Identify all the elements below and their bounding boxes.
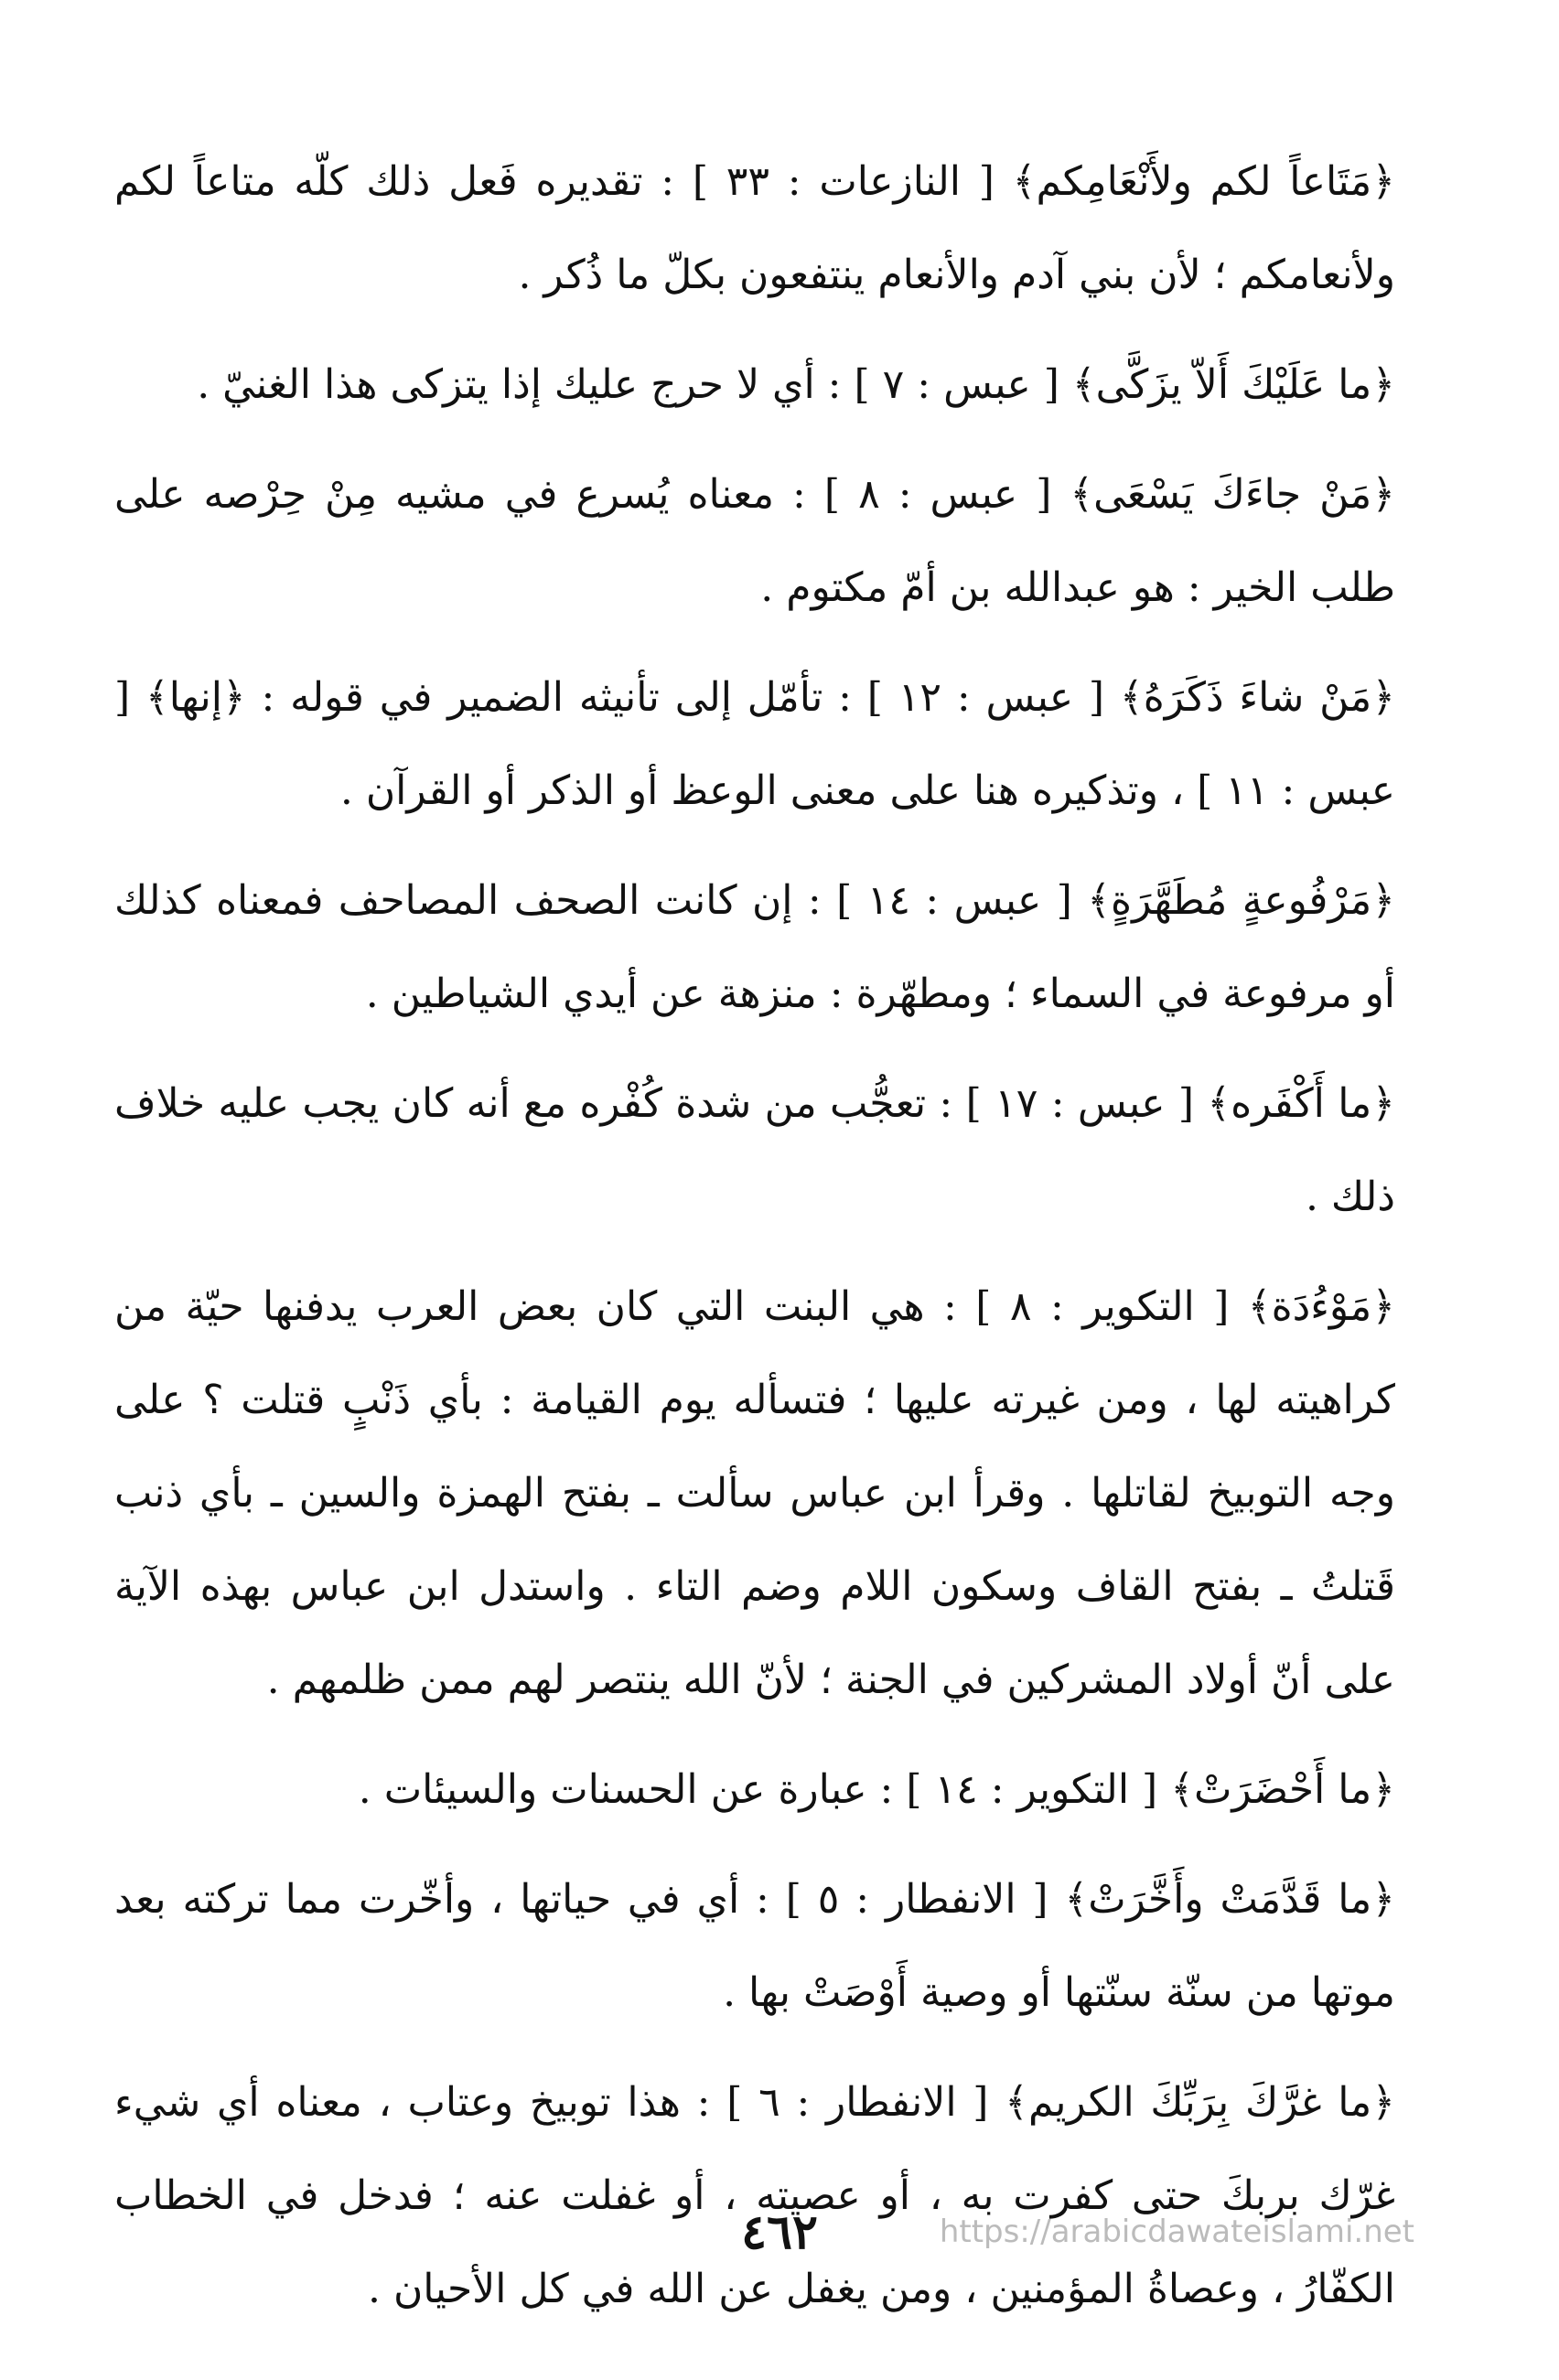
watermark-url: https://arabicdawateislami.net <box>939 2214 1414 2250</box>
paragraph: ﴿ما غرَّكَ بِرَبِّكَ الكريم﴾ [ الانفطار : ٦ ] : هذا توبيخ وعتاب ، معناه أي شيء غرّك بربكَ حتى كفرت به ، أو عصيته ، أو غفلت عنه ؛ فدخل في الخطاب الكفّارُ ، وعصاةُ المؤمنين ، ومن يغفل عن الله في كل الأحيان . <box>114 2079 1395 2312</box>
paragraph: ﴿ما قَدَّمَتْ وأَخَّرَتْ﴾ [ الانفطار : ٥ ] : أي في حياتها ، وأخّرت مما تركته بعد موتها من سنّة سنّتها أو وصية أَوْصَتْ بها . <box>114 1876 1395 2016</box>
paragraph: ﴿ما أَحْضَرَتْ﴾ [ التكوير : ١٤ ] : عبارة عن الحسنات والسيئات . <box>358 1766 1395 1813</box>
paragraph: ﴿ما عَلَيْكَ أَلاّ يزَكَّى﴾ [ عبس : ٧ ] : أي لا حرج عليك إذا يتزكى هذا الغنيّ . <box>197 361 1395 408</box>
paragraph: ﴿مَنْ شاءَ ذَكَرَهُ﴾ [ عبس : ١٢ ] : تأمّل إلى تأنيثه الضمير في قوله : ﴿إنها﴾ [ عبس : ١١ ] ، وتذكيره هنا على معنى الوعظ أو الذكر أو القرآن . <box>114 674 1395 814</box>
paragraph: ﴿ما أَكْفَره﴾ [ عبس : ١٧ ] : تعجُّب من شدة كُفْره مع أنه كان يجب عليه خلاف ذلك . <box>114 1080 1395 1220</box>
paragraph: ﴿مَرْفُوعةٍ مُطَهَّرَةٍ﴾ [ عبس : ١٤ ] : إن كانت الصحف المصاحف فمعناه كذلك أو مرفوعة في السماء ؛ ومطهّرة : منزهة عن أيدي الشياطين . <box>114 877 1395 1017</box>
page-number: ٤٦٢ <box>741 2204 818 2260</box>
paragraph: ﴿مَنْ جاءَكَ يَسْعَى﴾ [ عبس : ٨ ] : معناه يُسرع في مشيه مِنْ حِرْصه على طلب الخير : هو عبدالله بن أمّ مكتوم . <box>114 471 1395 611</box>
paragraph: ﴿مَوْءُدَة﴾ [ التكوير : ٨ ] : هي البنت التي كان بعض العرب يدفنها حيّة من كراهيته لها ، ومن غيرته عليها ؛ فتسأله يوم القيامة : بأي ذَنْبٍ قتلت ؟ على وجه التوبيخ لقاتلها . وقرأ ابن عباس سألت ـ بفتح الهمزة والسين ـ بأي ذنب قَتلتُ ـ بفتح القاف وسكون اللام وضم التاء . واستدل ابن عباس بهذه الآية على أنّ أولاد المشركين في الجنة ؛ لأنّ الله ينتصر لهم ممن ظلمهم . <box>114 1283 1396 1703</box>
page-body <box>114 135 1395 2353</box>
paragraph: ﴿مَتَاعاً لكم ولأَنْعَامِكم﴾ [ النازعات : ٣٣ ] : تقديره فَعل ذلك كلّه متاعاً لكم ولأنعامكم ؛ لأن بني آدم والأنعام ينتفعون بكلّ ما ذُكر . <box>114 158 1395 298</box>
